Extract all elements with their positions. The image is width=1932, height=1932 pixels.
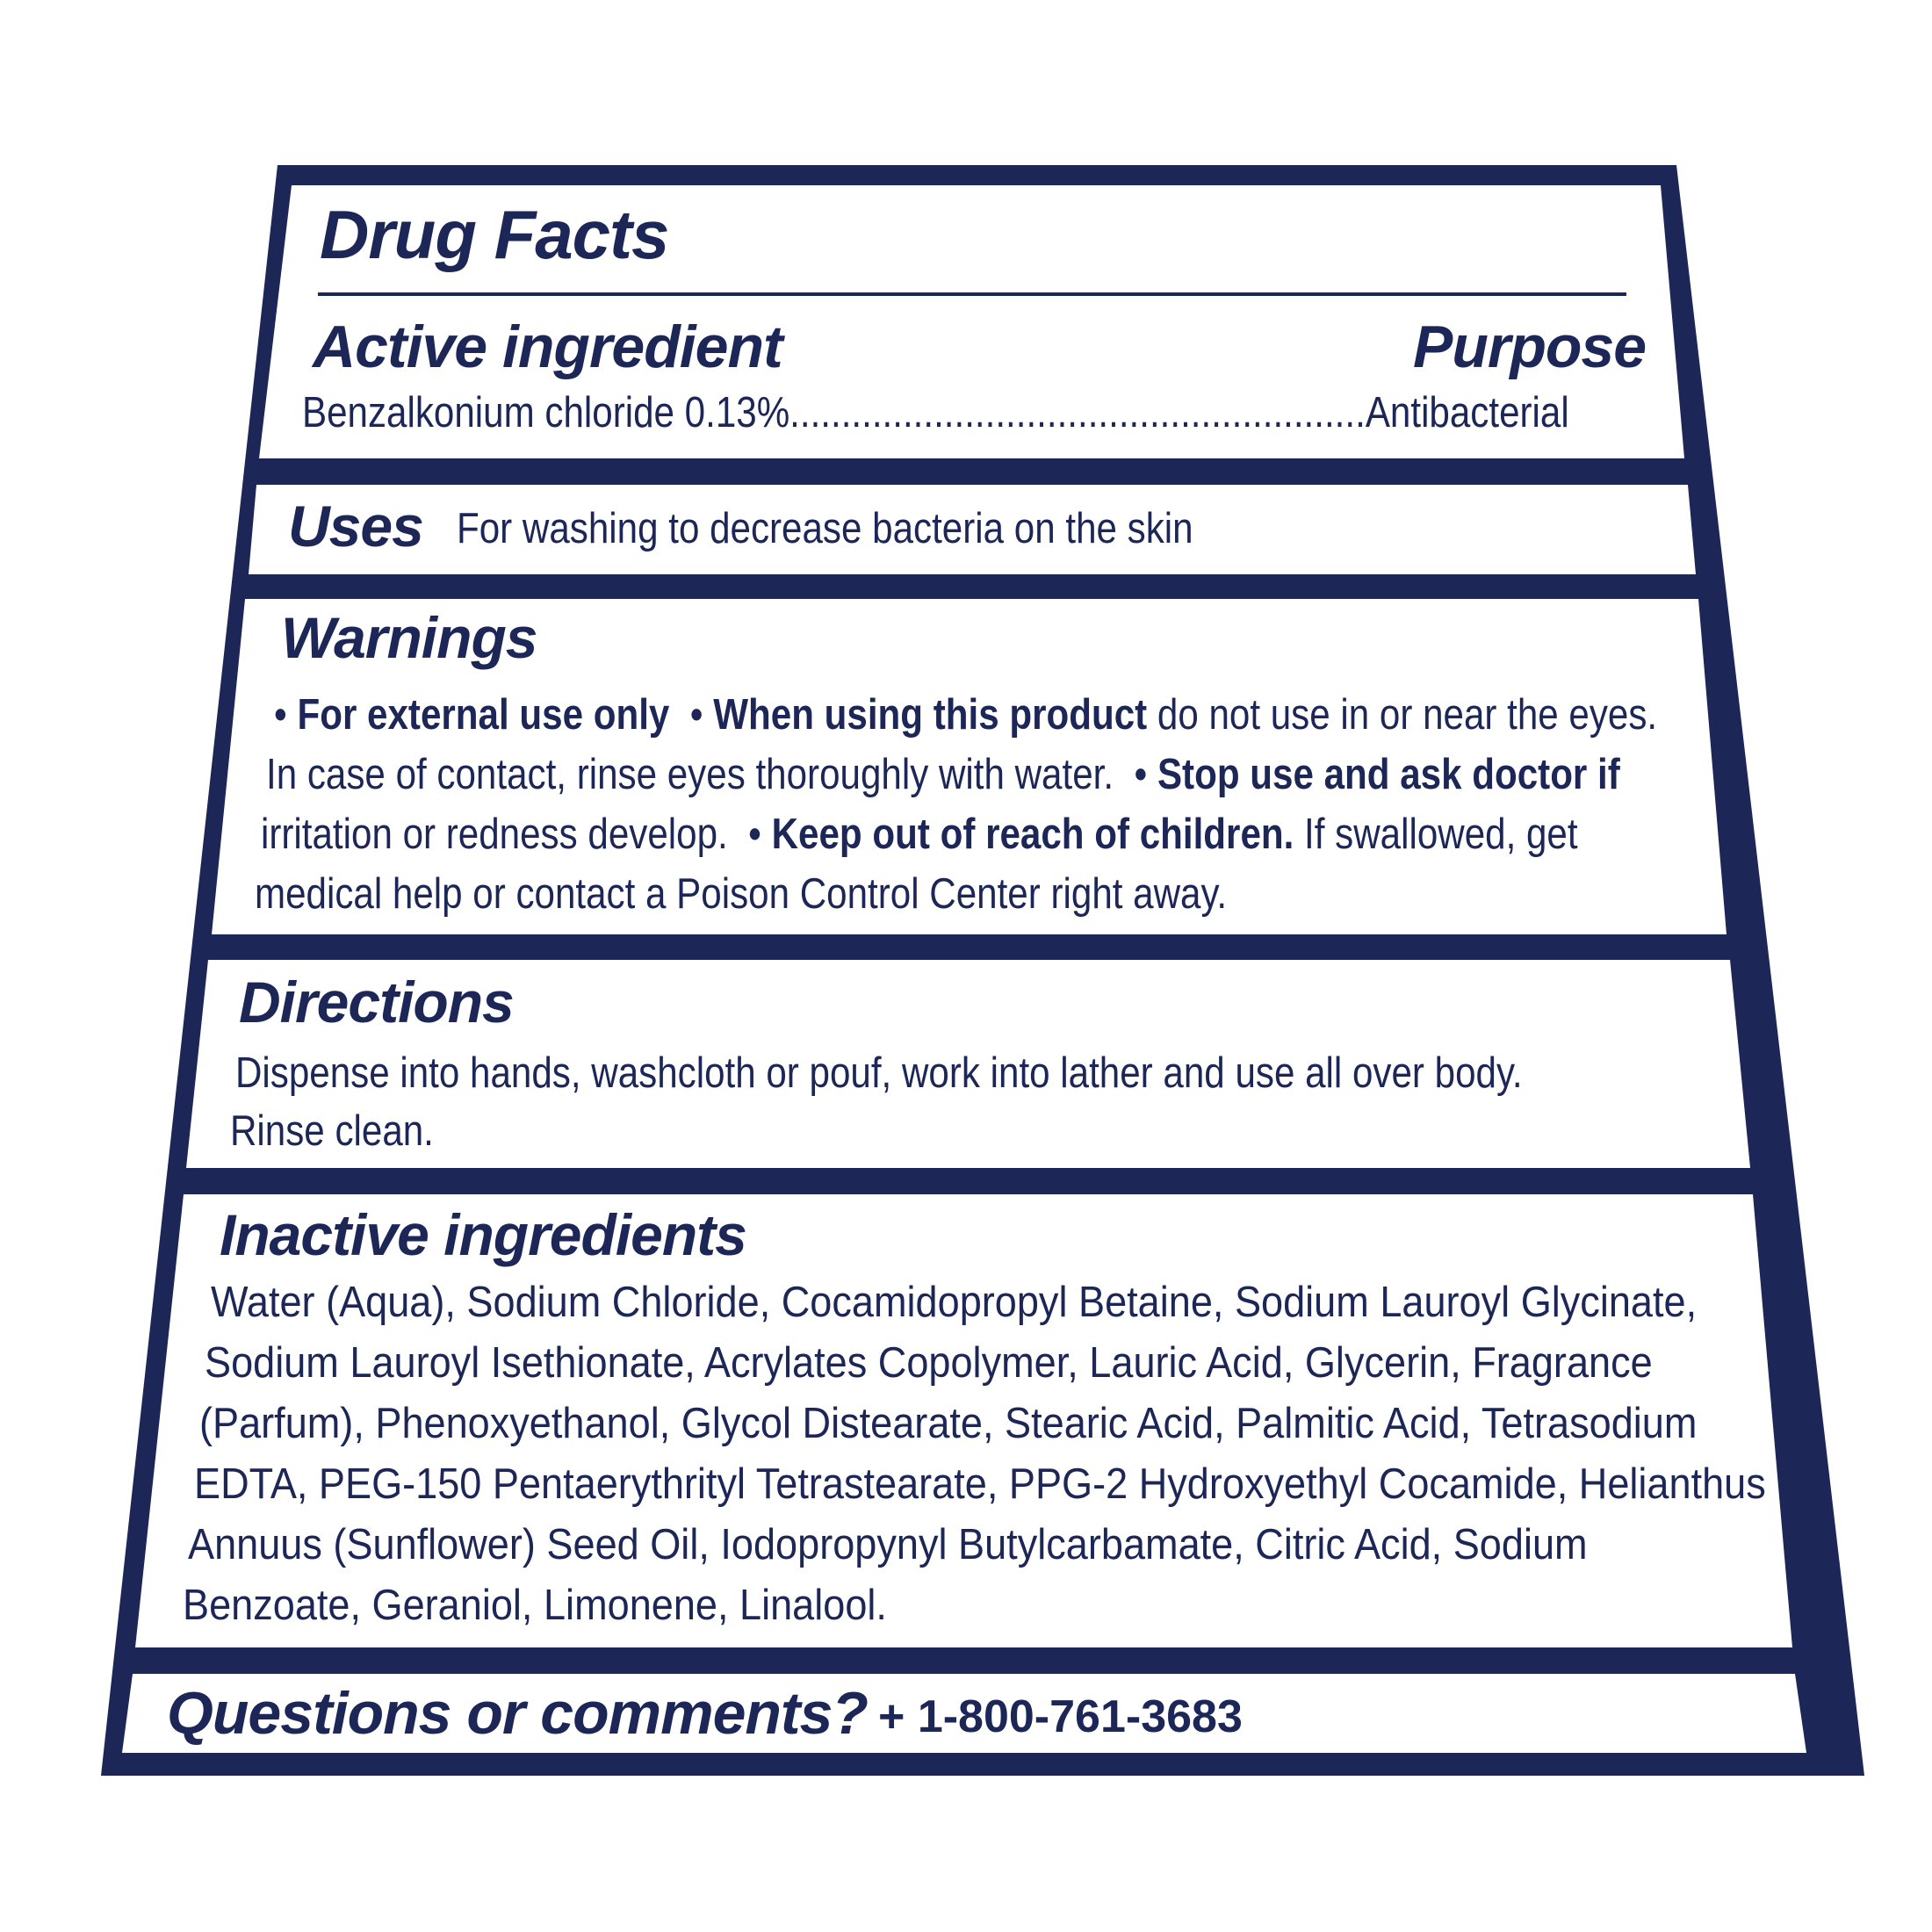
active-ingredient-line (302, 388, 1569, 437)
warnings-heading: Warnings (281, 605, 537, 670)
warnings-line-1 (274, 690, 1657, 739)
active-ingredient-heading: Active ingredient (313, 314, 782, 380)
title-divider (318, 292, 1626, 296)
purpose-heading: Purpose (1413, 314, 1647, 380)
inactive-ingredients-line: Annuus (Sunflower) Seed Oil, Iodopropynyl Butylcarbamate, Citric Acid, Sodium (188, 1521, 1588, 1568)
swallowed-text: If swallowed, get (1294, 811, 1578, 858)
bullet: • (689, 691, 703, 739)
contact-text: In case of contact, rinse eyes thoroughly with water. (266, 751, 1114, 798)
active-ingredient-name: Benzalkonium chloride 0.13% (302, 389, 790, 436)
purpose-value: Antibacterial (1365, 389, 1569, 436)
inactive-ingredients-line: Water (Aqua), Sodium Chloride, Cocamidopropyl Betaine, Sodium Lauroyl Glycinate, (211, 1279, 1698, 1326)
uses-text: For washing to decrease bacteria on the skin (457, 505, 1193, 552)
warnings-line-4: medical help or contact a Poison Control Center right away. (255, 870, 1228, 918)
phone-number: + 1-800-761-3683 (878, 1691, 1243, 1742)
directions-line-2: Rinse clean. (230, 1107, 434, 1155)
stop-use-warning: Stop use and ask doctor if (1157, 751, 1620, 798)
inactive-ingredients-line: Benzoate, Geraniol, Limonene, Linalool. (183, 1582, 887, 1629)
external-use-warning: For external use only (297, 691, 670, 739)
inactive-ingredients-heading: Inactive ingredients (220, 1202, 746, 1267)
irritation-text: irritation or redness develop. (261, 811, 728, 858)
inactive-ingredients-line: Sodium Lauroyl Isethionate, Acrylates Copolymer, Lauric Acid, Glycerin, Fragrance (205, 1339, 1653, 1387)
page-title: Drug Facts (320, 196, 669, 273)
inactive-ingredients-line: EDTA, PEG-150 Pentaerythrityl Tetrastearate, PPG-2 Hydroxyethyl Cocamide, Helianthus (194, 1460, 1766, 1508)
leader-dots: ........................................................ (789, 389, 1366, 436)
bullet: • (1134, 751, 1148, 798)
when-using-text: do not use in or near the eyes. (1147, 691, 1658, 739)
keep-out-warning: Keep out of reach of children. (771, 811, 1294, 858)
when-using-warning: When using this product (713, 691, 1148, 739)
bullet: • (748, 811, 761, 858)
directions-heading: Directions (239, 970, 514, 1034)
inactive-ingredients-line: (Parfum), Phenoxyethanol, Glycol Distearate, Stearic Acid, Palmitic Acid, Tetrasodium (199, 1400, 1698, 1447)
warnings-line-3 (261, 810, 1578, 859)
questions-heading: Questions or comments? (167, 1680, 868, 1747)
bullet: • (274, 691, 287, 739)
directions-line-1: Dispense into hands, washcloth or pouf, work into lather and use all over body. (235, 1049, 1523, 1097)
uses-heading: Uses (288, 494, 423, 559)
warnings-line-2 (266, 750, 1620, 799)
